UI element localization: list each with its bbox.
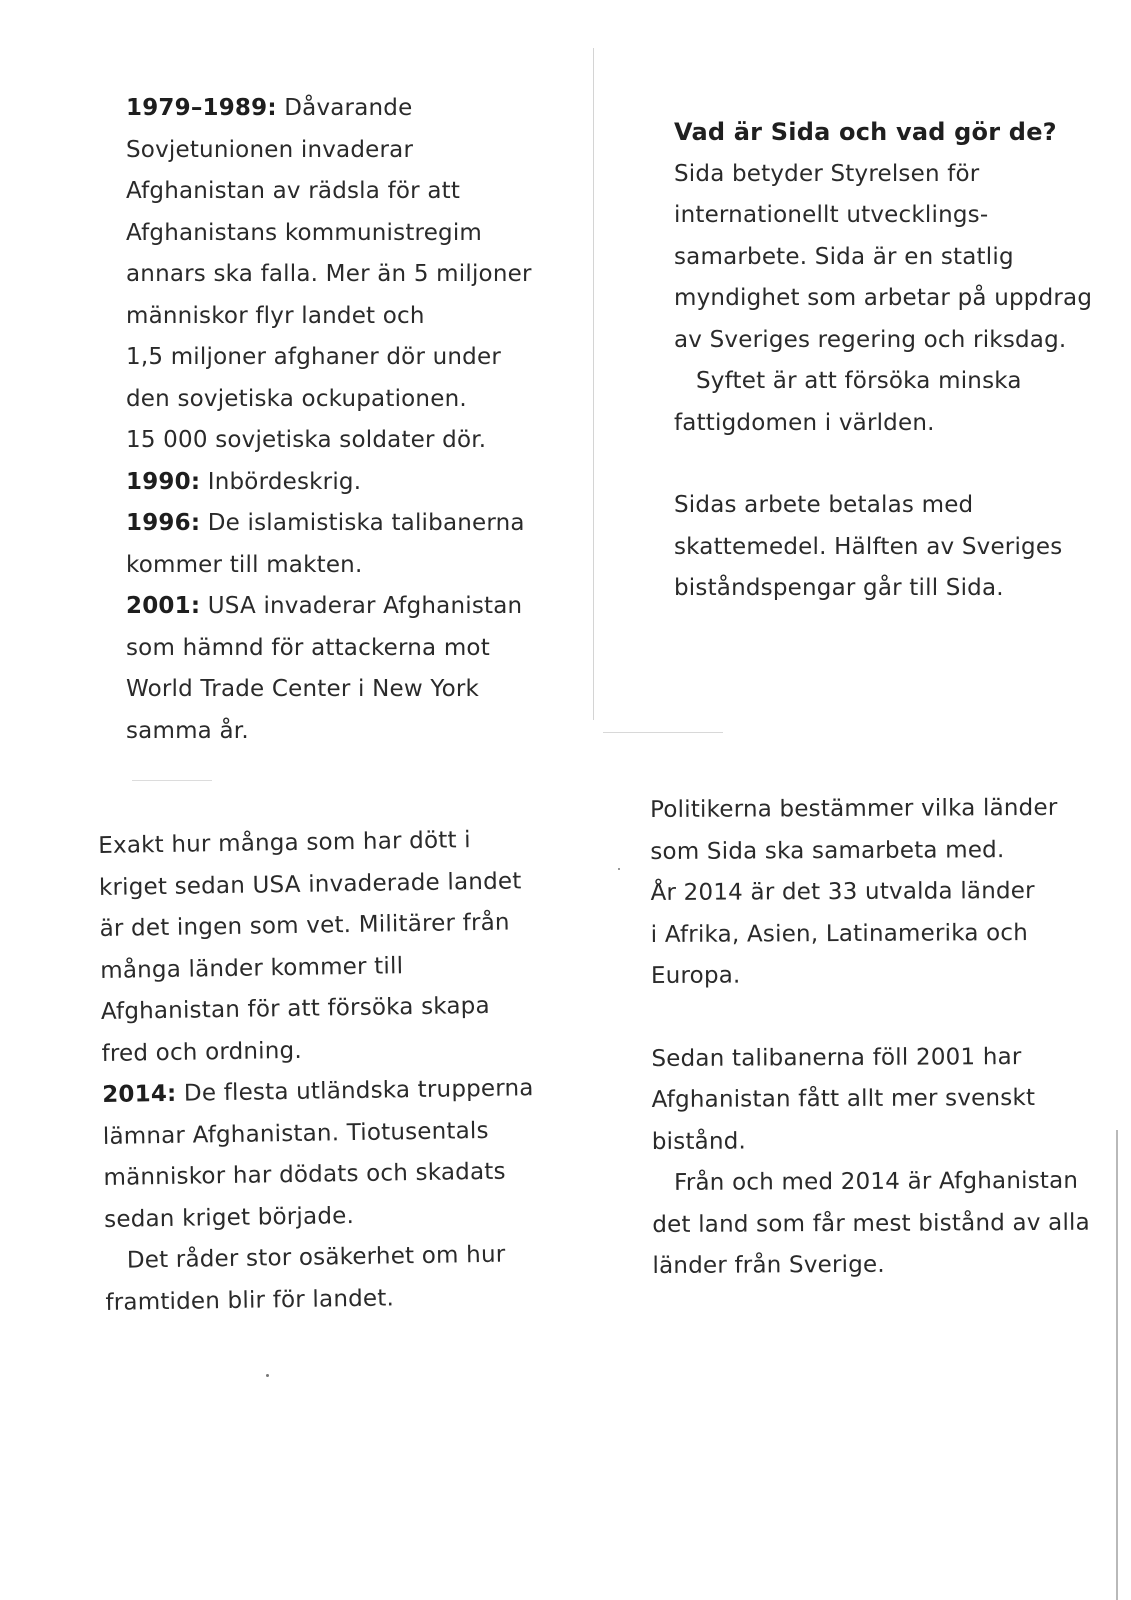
timeline-text: De flesta utländska trupperna [183, 1075, 534, 1107]
text-line: Europa. [650, 962, 741, 989]
timeline-text: Inbördeskrig. [207, 468, 362, 495]
timeline-entry-1996 [126, 503, 532, 545]
text-line: människor har dödats och skadats [103, 1158, 506, 1191]
text-line: biståndspengar går till Sida. [674, 575, 1004, 601]
text-line: som hämnd för attackerna mot [126, 634, 490, 661]
text-line: samma år. [126, 717, 249, 744]
text-line: Afghanistan fått allt mer svenskt [651, 1084, 1036, 1113]
text-line: annars ska falla. Mer än 5 miljoner [126, 261, 532, 287]
text-line: Syftet är att försöka minska [696, 368, 1022, 394]
timeline-text: USA invaderar Afghanistan [207, 593, 523, 619]
text-line: År 2014 är det 33 utvalda länder [650, 877, 1035, 906]
text-line: Sidas arbete betalas med [674, 492, 974, 518]
paragraph-gap [674, 444, 1092, 485]
timeline-entry-2014 [102, 1068, 534, 1116]
text-line: 15 000 sovjetiska soldater dör. [126, 427, 487, 453]
timeline-year: 1979–1989: [126, 95, 277, 121]
text-line: Afghanistan för att försöka skapa [100, 992, 490, 1025]
text-line: bistånd. [651, 1128, 747, 1155]
text-line: lämnar Afghanistan. Tiotusentals [102, 1117, 489, 1150]
text-line: 1,5 miljoner afghaner dör under [126, 344, 501, 370]
page-edge [1116, 1130, 1118, 1600]
text-line: människor flyr landet och [126, 302, 425, 329]
timeline-entry-1979 [126, 88, 532, 130]
text-line: Politikerna bestämmer vilka länder [650, 794, 1058, 823]
text-line: Det råder stor osäkerhet om hur [126, 1241, 506, 1274]
text-line: den sovjetiska ockupationen. [126, 385, 467, 412]
text-line: sedan kriget började. [103, 1202, 355, 1233]
column-divider [593, 48, 594, 720]
text-line: kriget sedan USA invaderade landet [98, 867, 522, 901]
text-line: fattigdomen i världen. [674, 409, 935, 436]
paragraph-gap [651, 995, 1089, 1038]
text-line: Sida betyder Styrelsen för [674, 160, 980, 187]
timeline-entry-1990 [126, 462, 532, 504]
text-line: som Sida ska samarbeta med. [650, 836, 1005, 865]
text-line: Från och med 2014 är Afghanistan [673, 1167, 1079, 1196]
scan-speck [618, 868, 620, 870]
history-timeline [126, 88, 532, 752]
text-line: World Trade Center i New York [126, 676, 480, 702]
timeline-text: De islamistiska talibanerna [207, 510, 525, 536]
text-line: är det ingen som vet. Militärer från [99, 909, 510, 942]
timeline-year: 2001: [126, 593, 201, 619]
text-line: Afghanistan av rädsla för att [126, 178, 461, 204]
text-line: fred och ordning. [101, 1037, 303, 1067]
timeline-year: 1990: [126, 468, 201, 495]
timeline-year: 1996: [126, 510, 201, 536]
text-line: Afghanistans kommunistregim [126, 219, 483, 246]
text-line: framtiden blir för landet. [105, 1284, 395, 1316]
text-line: kommer till makten. [126, 551, 363, 578]
timeline-entry-2001 [126, 586, 532, 628]
politics-section [650, 788, 1090, 1288]
section-heading: Vad är Sida och vad gör de? [674, 118, 1057, 146]
section-divider [603, 732, 723, 733]
text-line: skattemedel. Hälften av Sveriges [674, 533, 1063, 560]
text-line: många länder kommer till [100, 952, 404, 984]
timeline-year: 2014: [102, 1080, 177, 1108]
section-divider [132, 780, 212, 781]
timeline-text: Dåvarande [284, 95, 413, 121]
text-line: Sovjetunionen invaderar [126, 136, 414, 163]
text-line: internationellt utvecklings- [674, 202, 989, 228]
text-line: samarbete. Sida är en statlig [674, 243, 1014, 270]
text-line: Sedan talibanerna föll 2001 har [651, 1043, 1022, 1072]
text-line: av Sveriges regering och riksdag. [674, 326, 1067, 353]
text-line: det land som får mest bistånd av alla [652, 1209, 1090, 1238]
scan-speck [266, 1374, 269, 1377]
sida-section [674, 112, 1092, 610]
text-line: Exakt hur många som har dött i [98, 827, 471, 859]
text-line: myndighet som arbetar på uppdrag [674, 285, 1093, 311]
war-section [98, 819, 537, 1324]
text-line: i Afrika, Asien, Latinamerika och [650, 919, 1029, 948]
text-line: länder från Sverige. [652, 1251, 885, 1279]
